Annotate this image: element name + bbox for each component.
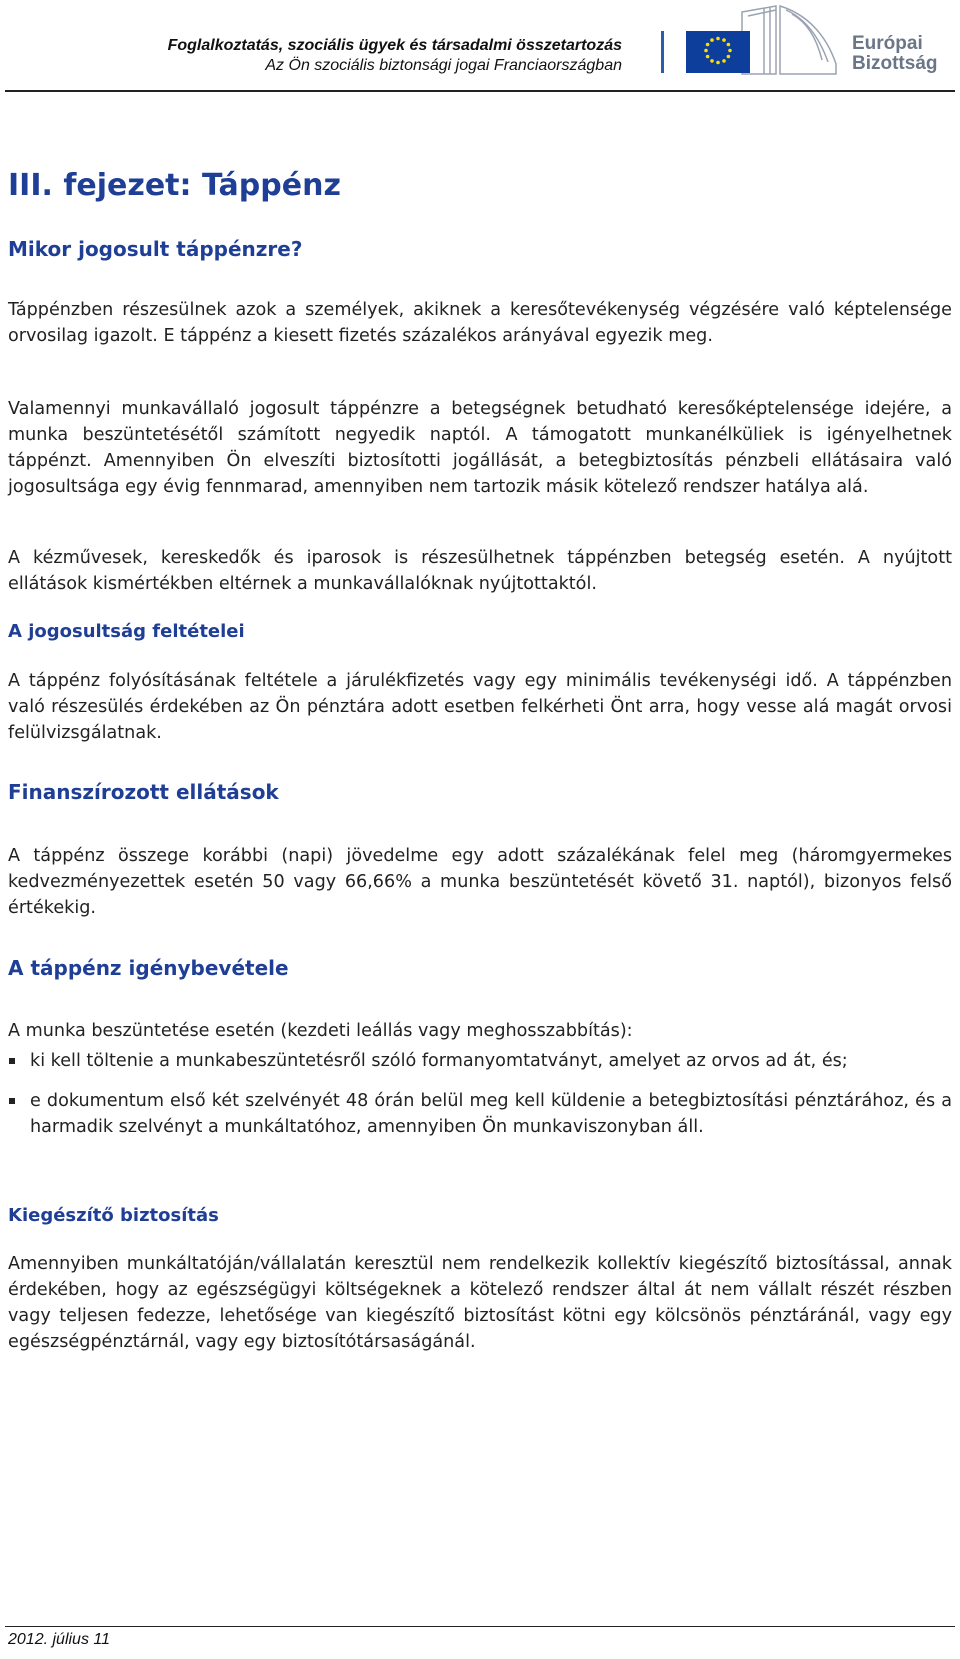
list-item: [8, 1089, 952, 1141]
eligibility-paragraph-2: Valamennyi munkavállaló jogosult táppénzre a betegségnek betudható keresőképtelensége idejére, a munka beszüntetésétől számított negyedik naptól. A támogatott munkanélküliek is igényelhetnek táppénzt. Amennyiben Ön elveszíti biztosítotti jogállását, a betegbiztosítás pénzbeli ellátásaira való jogosultsága egy évig fennmarad, amennyiben nem tartozik másik kötelező rendszer hatálya alá.: [8, 399, 952, 497]
org-name-line1: Európai: [852, 33, 923, 54]
supplementary-paragraph: Amennyiben munkáltatóján/vállalatán keresztül nem rendelkezik kollektív kiegészítő biztosítással, annak érdekében, hogy az egészségügyi költségeknek a kötelező rendszer által át nem vállalt részét részben vagy teljesen fedezze, lehetősége van kiegészítő biztosítást kötni egy kölcsönös pénztáránál, vagy egy egészségpénztárnál, vagy egy biztosítótársaságánál.: [8, 1254, 952, 1352]
claiming-intro: A munka beszüntetése esetén (kezdeti leállás vagy meghosszabbítás):: [8, 1021, 633, 1041]
section-heading-conditions: A jogosultság feltételei: [8, 621, 245, 642]
footer-rule: [5, 1626, 955, 1627]
header-separator: [661, 31, 664, 73]
chapter-title: III. fejezet: Táppénz: [8, 168, 341, 203]
header-title-line2: Az Ön szociális biztonsági jogai Franciaországban: [265, 57, 622, 74]
conditions-paragraph: A táppénz folyósításának feltétele a járulékfizetés vagy egy minimális tevékenységi idő. A táppénzben való részesülés érdekében az Ön pénztára adott esetben felkérheti Önt arra, hogy vesse alá magát orvosi felülvizsgálatnak.: [8, 671, 952, 743]
ec-emblem-icon: [676, 4, 846, 86]
page-footer: 2012. július 11: [8, 1631, 110, 1648]
bullet-square-icon: [9, 1058, 15, 1064]
section-heading-eligibility: Mikor jogosult táppénzre?: [8, 237, 303, 261]
header-rule: [5, 90, 955, 92]
european-commission-logo: [676, 4, 846, 90]
list-item-text: ki kell töltenie a munkabeszüntetésről szóló formanyomtatványt, amelyet az orvos ad át, és;: [30, 1051, 848, 1071]
section-heading-benefits: Finanszírozott ellátások: [8, 780, 279, 804]
header-titles: [168, 36, 622, 76]
org-name: [852, 34, 938, 74]
claiming-bullet-list: [8, 1049, 952, 1141]
benefits-paragraph: A táppénz összege korábbi (napi) jövedelme egy adott százalékának felel meg (háromgyermekes kedvezményezettek esetén 50 vagy 66,66% a munka beszüntetését követő 31. naptól), bizonyos felső értékekig.: [8, 846, 952, 918]
list-item-text: e dokumentum első két szelvényét 48 órán belül meg kell küldenie a betegbiztosítási pénztárához, és a harmadik szelvényt a munkáltatóhoz, amennyiben Ön munkaviszonyban áll.: [30, 1090, 952, 1137]
section-heading-claiming: A táppénz igénybevétele: [8, 956, 289, 980]
header-title-line1: Foglalkoztatás, szociális ügyek és társadalmi összetartozás: [167, 37, 622, 54]
org-name-line2: Bizottság: [852, 53, 938, 74]
bullet-square-icon: [9, 1098, 15, 1104]
page-header: [0, 0, 960, 92]
list-item: [8, 1049, 952, 1075]
section-heading-supplementary: Kiegészítő biztosítás: [8, 1205, 219, 1226]
eligibility-paragraph-1: Táppénzben részesülnek azok a személyek, akiknek a keresőtevékenység végzésére való képtelensége orvosilag igazolt. E táppénz a kiesett fizetés százalékos arányával egyezik meg.: [8, 300, 952, 346]
eligibility-paragraph-3: A kézművesek, kereskedők és iparosok is részesülhetnek táppénzben betegség esetén. A nyújtott ellátások kismértékben eltérnek a munkavállalóknak nyújtottaktól.: [8, 548, 952, 594]
